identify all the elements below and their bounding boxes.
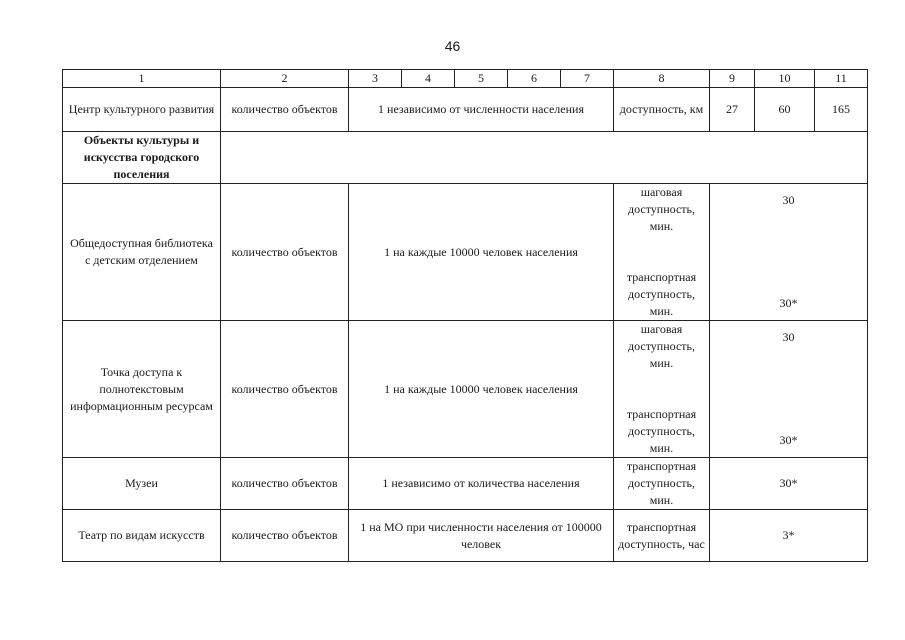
section-title: Объекты культуры и искусства городского поселения: [63, 132, 221, 184]
access-type-cell: [614, 184, 710, 321]
norm: 1 на каждые 10000 человек населения: [349, 184, 614, 321]
table-row: [63, 458, 868, 510]
table-row: [63, 88, 868, 132]
header-cell: 4: [402, 70, 455, 88]
object-name: Общедоступная библиотека с детским отделением: [63, 184, 221, 321]
table-header-row: [63, 70, 868, 88]
indicator: количество объектов: [221, 321, 349, 458]
access-type-transport: транспортная доступность, мин.: [626, 270, 697, 318]
header-cell: 3: [349, 70, 402, 88]
indicator: количество объектов: [221, 88, 349, 132]
access-type-transport: транспортная доступность, мин.: [626, 407, 697, 455]
section-row: [63, 132, 868, 184]
access-type-walking: шаговая доступность, мин.: [627, 185, 695, 233]
access-type: транспортная доступность, час: [614, 510, 710, 562]
table-row: [63, 321, 868, 458]
header-cell: 5: [455, 70, 508, 88]
value-walking: 30: [782, 330, 795, 344]
access-type-walking: шаговая доступность, мин.: [627, 322, 695, 370]
value-cell: [710, 184, 868, 321]
value-transport: 30*: [779, 433, 798, 447]
norm: 1 на МО при численности населения от 100000 человек: [349, 510, 614, 562]
header-cell: 8: [614, 70, 710, 88]
object-name: Музеи: [63, 458, 221, 510]
header-cell: 9: [710, 70, 755, 88]
value-transport: 30*: [779, 296, 798, 310]
access-type: транспортная доступность, мин.: [614, 458, 710, 510]
table-row: [63, 510, 868, 562]
header-cell: 10: [755, 70, 815, 88]
access-type-cell: [614, 321, 710, 458]
header-cell: 1: [63, 70, 221, 88]
header-cell: 7: [561, 70, 614, 88]
header-cell: 11: [815, 70, 868, 88]
value: 3*: [710, 510, 868, 562]
page-number: 46: [444, 38, 461, 54]
value-cell: [710, 321, 868, 458]
access-type: доступность, км: [614, 88, 710, 132]
section-empty-cell: [221, 132, 868, 184]
value-col-10: 60: [755, 88, 815, 132]
norm: 1 на каждые 10000 человек населения: [349, 321, 614, 458]
value-col-11: 165: [815, 88, 868, 132]
value: 30*: [710, 458, 868, 510]
table-row: [63, 184, 868, 321]
norm: 1 независимо от количества населения: [349, 458, 614, 510]
norms-table: [62, 69, 868, 562]
object-name: Точка доступа к полнотекстовым информационным ресурсам: [63, 321, 221, 458]
value-col-9: 27: [710, 88, 755, 132]
object-name: Театр по видам искусств: [63, 510, 221, 562]
header-cell: 2: [221, 70, 349, 88]
indicator: количество объектов: [221, 458, 349, 510]
header-cell: 6: [508, 70, 561, 88]
indicator: количество объектов: [221, 510, 349, 562]
object-name: Центр культурного развития: [63, 88, 221, 132]
indicator: количество объектов: [221, 184, 349, 321]
norm: 1 независимо от численности населения: [349, 88, 614, 132]
value-walking: 30: [782, 193, 795, 207]
